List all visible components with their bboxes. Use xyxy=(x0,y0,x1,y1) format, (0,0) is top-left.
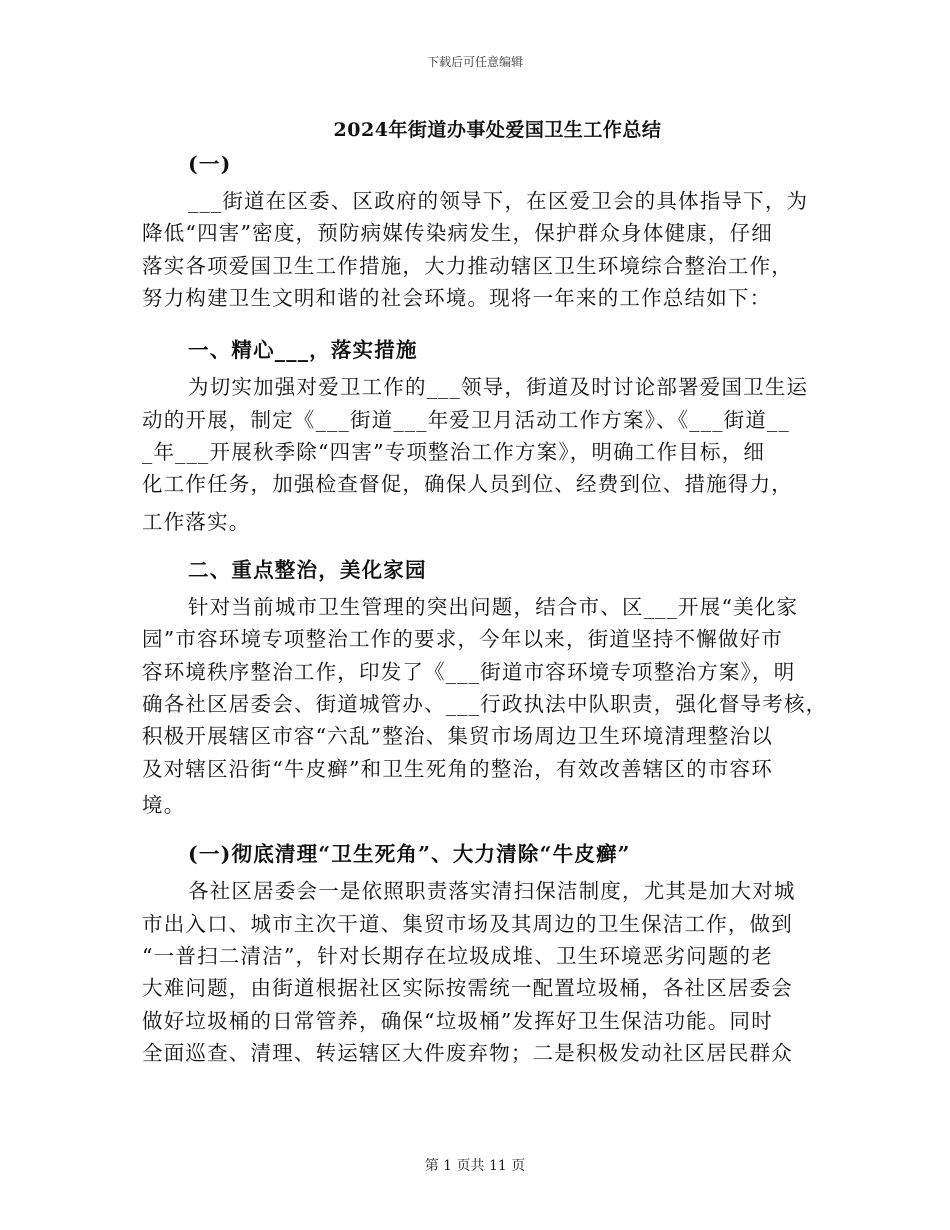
paragraph-line: 各社区居委会一是依照职责落实清扫保洁制度，尤其是加大对城 xyxy=(188,879,796,903)
paragraph-line: 确各社区居委会、街道城管办、___行政执法中队职责，强化督导考核， xyxy=(142,692,828,716)
section-heading: 一、精心___，落实措施 xyxy=(188,338,418,362)
paragraph-line: 市出入口、城市主次干道、集贸市场及其周边的卫生保洁工作，做到 xyxy=(142,912,793,936)
paragraph-line: 落实各项爱国卫生工作措施，大力推动辖区卫生环境综合整治工作， xyxy=(142,254,793,278)
section-heading: 二、重点整治，美化家园 xyxy=(188,558,427,582)
section-marker: (一) xyxy=(188,152,232,176)
paragraph-line: 园”市容环境专项整治工作的要求，今年以来，街道坚持不懈做好市 xyxy=(142,627,783,651)
document-title: 2024年街道办事处爱国卫生工作总结 xyxy=(333,119,662,141)
paragraph-line: 化工作任务，加强检查督促，确保人员到位、经费到位、措施得力， xyxy=(142,472,793,496)
paragraph-line: 针对当前城市卫生管理的突出问题，结合市、区___开展“美化家 xyxy=(188,595,799,619)
paragraph-line: 境。 xyxy=(142,793,186,817)
page-footer-number: 第 1 页共 11 页 xyxy=(424,1158,526,1174)
paragraph-line: 做好垃圾桶的日常管养，确保“垃圾桶”发挥好卫生保洁功能。同时 xyxy=(142,1009,773,1033)
paragraph-line: 降低“四害”密度，预防病媒传染病发生，保护群众身体健康，仔细 xyxy=(142,221,773,245)
paragraph-line: 工作落实。 xyxy=(142,510,251,534)
paragraph-line: 动的开展，制定《___街道___年爱卫月活动工作方案》、《___街道__ xyxy=(142,408,790,432)
paragraph-line: _年___开展秋季除“四害”专项整治工作方案》，明确工作目标，细 xyxy=(142,440,766,464)
paragraph-line: 全面巡查、清理、转运辖区大件废弃物；二是积极发动社区居民群众 xyxy=(142,1041,793,1065)
paragraph-line: 努力构建卫生文明和谐的社会环境。现将一年来的工作总结如下： xyxy=(142,286,772,310)
page-header-note: 下载后可任意编辑 xyxy=(426,55,523,69)
paragraph-line: 积极开展辖区市容“六乱”整治、集贸市场周边卫生环境清理整治以 xyxy=(142,724,773,748)
paragraph-line: ___街道在区委、区政府的领导下，在区爱卫会的具体指导下，为 xyxy=(188,189,809,213)
paragraph-line: 容环境秩序整治工作，印发了《___街道市容环境专项整治方案》，明 xyxy=(142,660,796,684)
paragraph-line: “一普扫二清洁”，针对长期存在垃圾成堆、卫生环境恶劣问题的老 xyxy=(142,944,773,968)
paragraph-line: 大难问题，由街道根据社区实际按需统一配置垃圾桶，各社区居委会 xyxy=(142,976,793,1000)
paragraph-line: 及对辖区沿街“牛皮癣”和卫生死角的整治，有效改善辖区的市容环 xyxy=(142,757,773,781)
paragraph-line: 为切实加强对爱卫工作的___领导，街道及时讨论部署爱国卫生运 xyxy=(188,375,809,399)
subsection-heading: (一)彻底清理“卫生死角”、大力清除“牛皮癣” xyxy=(188,842,631,866)
